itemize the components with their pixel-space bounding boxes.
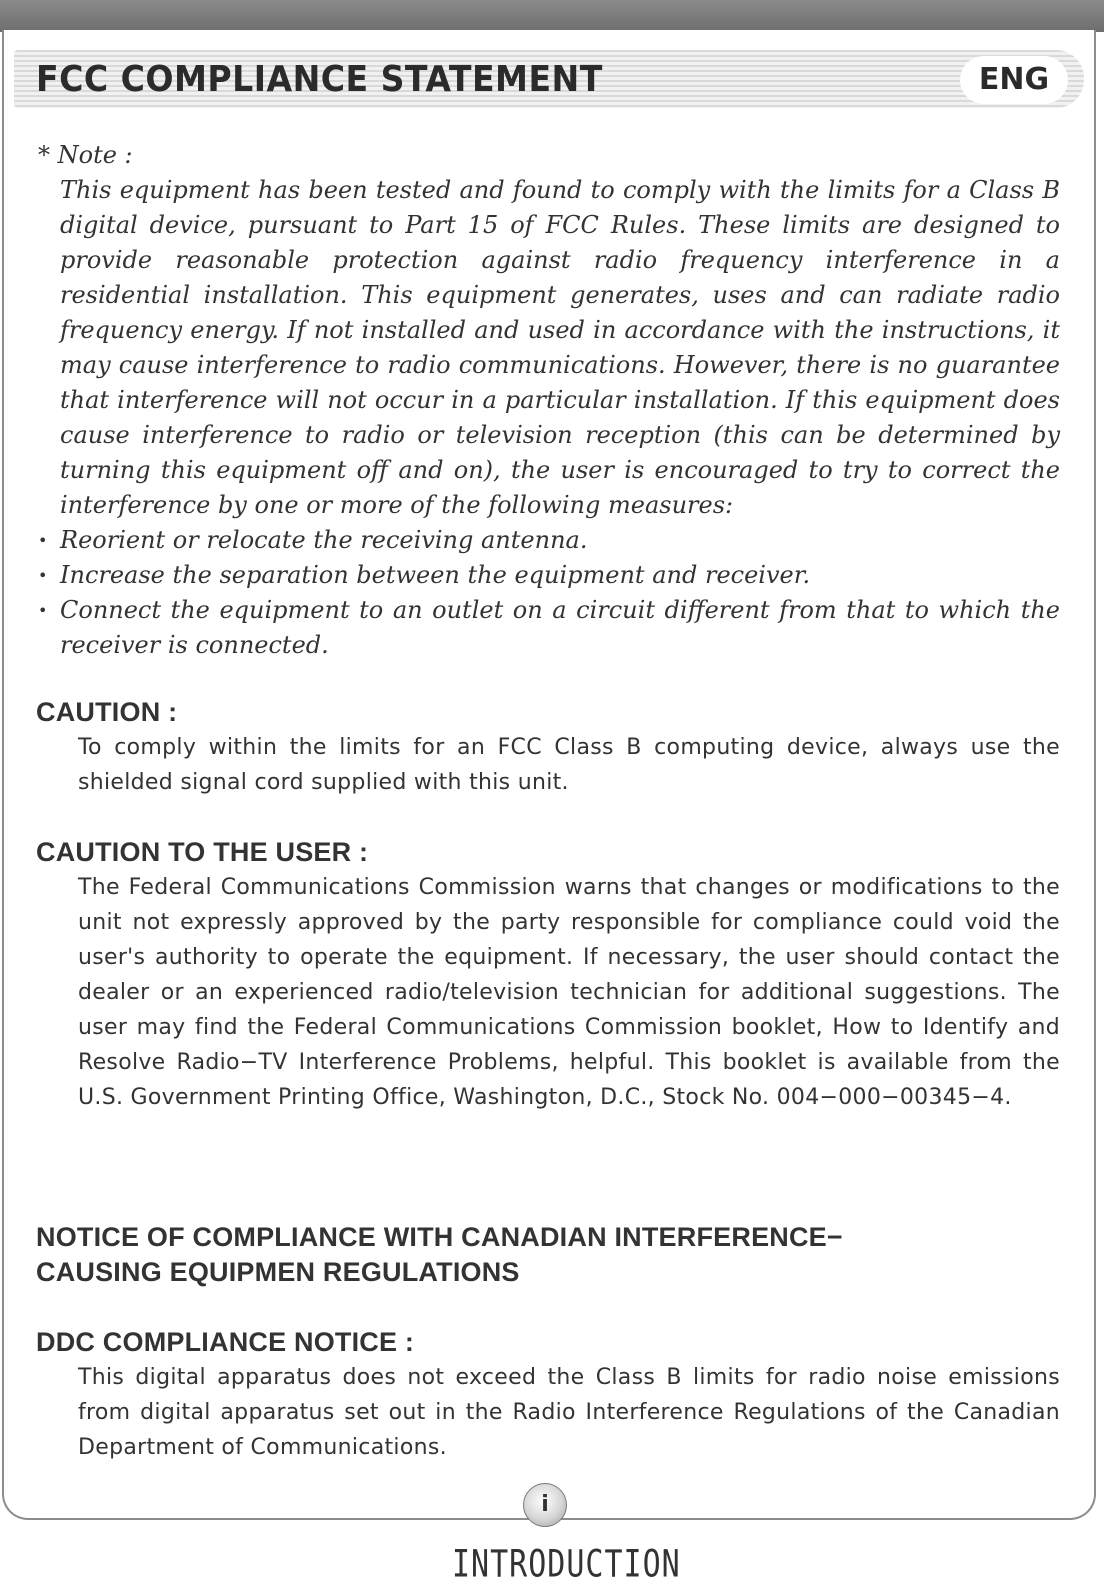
bullet-icon: • [38, 531, 48, 550]
bullet-icon: • [38, 566, 48, 585]
list-item [38, 523, 1060, 558]
page-title: FCC COMPLIANCE STATEMENT [36, 59, 603, 100]
note-label: * Note : [38, 141, 133, 169]
fcc-note [38, 138, 1060, 663]
measure-text: Connect the equipment to an outlet on a circuit different from that to which the receiver is connected. [60, 596, 1060, 659]
bullet-icon: • [38, 601, 48, 620]
measures-list [38, 523, 1060, 663]
list-item [38, 593, 1060, 663]
caution-heading: CAUTION : [36, 697, 178, 727]
section-label: INTRODUCTION [452, 1542, 681, 1587]
measure-text: Reorient or relocate the receiving antenna. [60, 526, 588, 554]
ddc-notice-section [36, 1325, 1060, 1465]
caution-user-section [36, 835, 1060, 1115]
canadian-notice-heading-line2: CAUSING EQUIPMEN REGULATIONS [36, 1257, 520, 1287]
language-badge: ENG [960, 56, 1068, 104]
canadian-notice-heading-line1: NOTICE OF COMPLIANCE WITH CANADIAN INTERFERENCE− [36, 1222, 843, 1252]
list-item [38, 558, 1060, 593]
caution-user-heading: CAUTION TO THE USER : [36, 837, 369, 867]
top-bar [0, 0, 1104, 32]
canadian-notice-section [36, 1220, 1060, 1290]
caution-user-text: The Federal Communications Commission warns that changes or modifications to the unit not expressly approved by the party responsible for compliance could void the user's authority to operate the equipment. If necessary, the user should contact the dealer or an experienced radio/television technician for additional suggestions. The user may find the Federal Communications Commission booklet, How to Identify and Resolve Radio−TV Interference Problems, helpful. This booklet is available from the U.S. Government Printing Office, Washington, D.C., Stock No. 004−000−00345−4. [78, 875, 1060, 1110]
ddc-notice-heading: DDC COMPLIANCE NOTICE : [36, 1327, 415, 1357]
note-paragraph: This equipment has been tested and found to comply with the limits for a Class B digital device, pursuant to Part 15 of FCC Rules. These limits are designed to provide reasonable protection against radio frequency interference in a residential installation. This equipment generates, uses and can radiate radio frequency energy. If not installed and used in accordance with the instructions, it may cause interference to radio communications. However, there is no guarantee that interference will not occur in a particular installation. If this equipment does cause interference to radio or television reception (this can be determined by turning this equipment off and on), the user is encouraged to try to correct the interference by one or more of the following measures: [60, 176, 1060, 519]
caution-text: To comply within the limits for an FCC Class B computing device, always use the shielded signal cord supplied with this unit. [78, 735, 1060, 795]
caution-section [36, 695, 1060, 800]
ddc-notice-text: This digital apparatus does not exceed the Class B limits for radio noise emissions from digital apparatus set out in the Radio Interference Regulations of the Canadian Department of Communications. [78, 1365, 1060, 1460]
page-number: i [523, 1483, 567, 1527]
measure-text: Increase the separation between the equipment and receiver. [60, 561, 811, 589]
